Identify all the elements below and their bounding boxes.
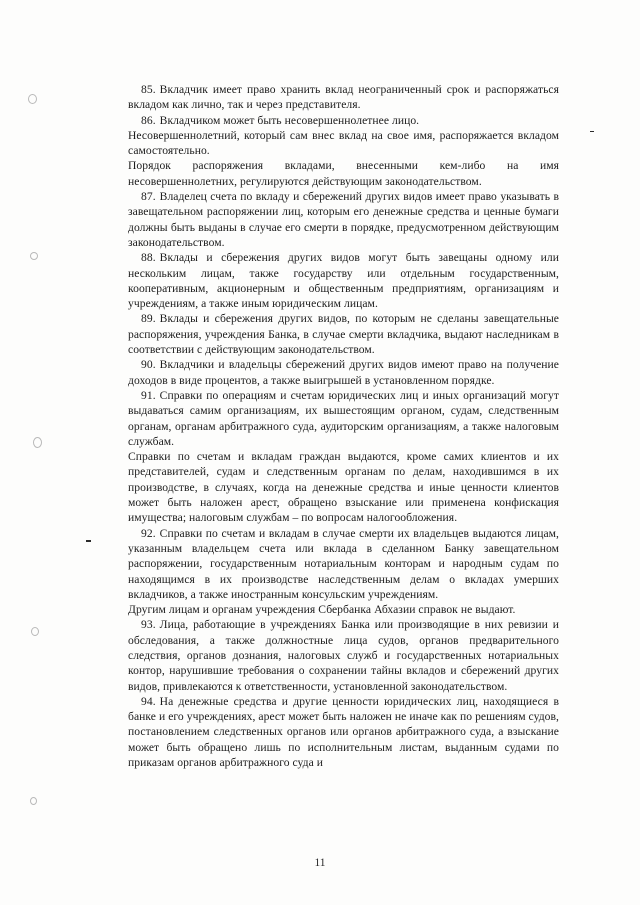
paragraph-90: 90. Вкладчики и владельцы сбережений других видов имеют право на получение доходов в виде процентов, а также выигрышей в установленном порядке. bbox=[128, 358, 559, 387]
paragraph-87: 87. Владелец счета по вкладу и сбережений других видов имеет право указывать в завещательном распоряжении лиц, которым его денежные средства и ценные бумаги должны быть выданы в случае его смерти в порядке, предусмотренном действующим законодательством. bbox=[128, 190, 559, 249]
paragraph-91: 91. Справки по операциям и счетам юридических лиц и иных организаций могут выдаваться самим организациям, их вышестоящим органом, судам, следственным органам, органам арбитражного суда, аудиторским организациям, а также налоговым службам. bbox=[128, 388, 559, 448]
paragraph-91-citizens: Справки по счетам и вкладам граждан выдаются, кроме самих клиентов и их представителей, судам и следственным органам по делам, находившимся в их производстве, в случаях, когда на денежные средства и иные ценности клиентов может быть наложен арест, обращено взыскание или применена конфискация имущества; налоговым службам – по вопросам налогообложения. bbox=[128, 450, 559, 525]
paragraph-94: 94. На денежные средства и другие ценности юридических лиц, находящиеся в банке и его учреждениях, арест может быть наложен не иначе как по решениям судов, постановлением следственных органов или органов арбитражного суда, а взыскание может быть обращено лишь по исполнительным листам, выданным судами по приказам органов арбитражного суда и bbox=[128, 694, 559, 770]
binder-hole-mark bbox=[30, 797, 37, 805]
binder-hole-mark bbox=[33, 437, 42, 448]
scan-speck bbox=[86, 540, 91, 542]
document-body bbox=[128, 82, 559, 770]
paragraph-86-minors: Несовершеннолетний, который сам внес вклад на свое имя, распоряжается вкладом самостоятельно. bbox=[128, 128, 559, 158]
page-number: 11 bbox=[314, 857, 326, 869]
paragraph-88: 88. Вклады и сбережения других видов могут быть завещаны одному или нескольким лицам, также государству или отдельным государственным, кооперативным, акционерным и общественным предприятиям, организациям и учреждениям, а также иным юридическим лицам. bbox=[128, 251, 559, 311]
paragraph-86-procedure: Порядок распоряжения вкладами, внесенными кем-либо на имя несовершеннолетних, регулируются действующим законодательством. bbox=[128, 159, 559, 188]
paragraph-92: 92. Справки по счетам и вкладам в случае смерти их владельцев выдаются лицам, указанным владельцем счета или вклада в сделанном Банку завещательном распоряжении, государственным нотариальным конторам и народным судам по находящимся в их производстве наследственным делам о вкладах умерших вкладчиков, а также иностранным консульским учреждениям. bbox=[128, 526, 559, 601]
binder-hole-mark bbox=[28, 94, 37, 104]
paragraph-92-others: Другим лицам и органам учреждения Сбербанка Абхазии справок не выдают. bbox=[128, 603, 516, 617]
scan-speck bbox=[590, 131, 594, 132]
paragraph-85: 85. Вкладчик имеет право хранить вклад неограниченный срок и распоряжаться вкладом как лично, так и через представителя. bbox=[128, 83, 559, 112]
binder-hole-mark bbox=[30, 252, 38, 260]
paragraph-86: 86. Вкладчиком может быть несовершеннолетнее лицо. bbox=[141, 113, 420, 127]
paragraph-93: 93. Лица, работающие в учреждениях Банка или производящие в них ревизии и обследования, а также должностные лица судов, органов предварительного следствия, органов дознания, налоговых служб и государственных нотариальных контор, нарушившие требования о сохранении тайны вкладов и сбережений других видов, привлекаются к ответственности, установленной законодательством. bbox=[128, 618, 559, 693]
binder-hole-mark bbox=[31, 627, 39, 636]
paragraph-89: 89. Вклады и сбережения других видов, по которым не сделаны завещательные распоряжения, учреждения Банка, в случае смерти вкладчика, выдают наследникам в соответствии с действующим законодательством. bbox=[128, 312, 559, 357]
